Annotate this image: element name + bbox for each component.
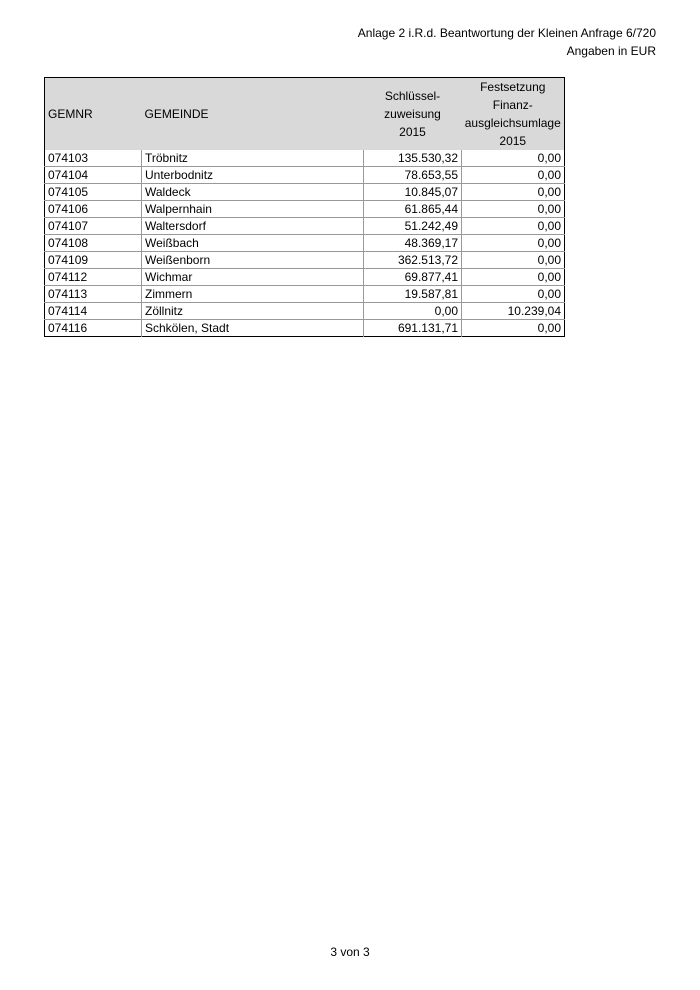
cell-gemeinde: Unterbodnitz [142, 167, 364, 184]
cell-gemeinde: Weißbach [142, 235, 364, 252]
cell-gemnr: 074107 [45, 218, 142, 235]
cell-gemeinde: Tröbnitz [142, 150, 364, 167]
header-line: Finanz- [492, 98, 533, 112]
table-row [45, 201, 565, 218]
table-row [45, 286, 565, 303]
header-line: 2015 [399, 125, 426, 139]
header-line: zuweisung [384, 107, 441, 121]
cell-festsetzung: 0,00 [462, 269, 565, 286]
cell-gemnr: 074116 [45, 320, 142, 337]
table-row [45, 303, 565, 320]
cell-schluessel: 51.242,49 [364, 218, 462, 235]
table-row [45, 252, 565, 269]
cell-gemnr: 074104 [45, 167, 142, 184]
cell-festsetzung: 0,00 [462, 235, 565, 252]
cell-gemnr: 074113 [45, 286, 142, 303]
cell-gemnr: 074105 [45, 184, 142, 201]
cell-schluessel: 19.587,81 [364, 286, 462, 303]
cell-schluessel: 61.865,44 [364, 201, 462, 218]
cell-schluessel: 135.530,32 [364, 150, 462, 167]
cell-gemeinde: Schkölen, Stadt [142, 320, 364, 337]
table-row [45, 218, 565, 235]
cell-schluessel: 0,00 [364, 303, 462, 320]
table-header [45, 78, 565, 151]
header-line: Schlüssel- [384, 89, 441, 103]
header-unit: Angaben in EUR [566, 44, 656, 58]
table-row [45, 167, 565, 184]
cell-gemnr: 074108 [45, 235, 142, 252]
table-row [45, 320, 565, 337]
column-header-gemnr: GEMNR [45, 78, 142, 151]
cell-schluessel: 10.845,07 [364, 184, 462, 201]
cell-gemnr: 074106 [45, 201, 142, 218]
cell-gemnr: 074103 [45, 150, 142, 167]
cell-gemeinde: Weißenborn [142, 252, 364, 269]
table-body [45, 150, 565, 337]
cell-gemeinde: Waldeck [142, 184, 364, 201]
column-header-schluesselzuweisung [364, 78, 462, 151]
cell-schluessel: 362.513,72 [364, 252, 462, 269]
cell-festsetzung: 0,00 [462, 252, 565, 269]
header-line: Festsetzung [480, 80, 546, 94]
cell-gemeinde: Zöllnitz [142, 303, 364, 320]
cell-schluessel: 691.131,71 [364, 320, 462, 337]
page-number: 3 von 3 [330, 945, 370, 959]
cell-festsetzung: 10.239,04 [462, 303, 565, 320]
table-row [45, 184, 565, 201]
header-row [45, 78, 565, 151]
cell-festsetzung: 0,00 [462, 201, 565, 218]
column-header-gemeinde: GEMEINDE [142, 78, 364, 151]
cell-festsetzung: 0,00 [462, 167, 565, 184]
table-row [45, 269, 565, 286]
header-line: 2015 [499, 134, 527, 148]
cell-gemnr: 074112 [45, 269, 142, 286]
cell-gemnr: 074109 [45, 252, 142, 269]
cell-festsetzung: 0,00 [462, 286, 565, 303]
cell-schluessel: 48.369,17 [364, 235, 462, 252]
cell-gemeinde: Waltersdorf [142, 218, 364, 235]
cell-festsetzung: 0,00 [537, 321, 561, 335]
cell-festsetzung: 0,00 [462, 218, 565, 235]
cell-schluessel: 69.877,41 [364, 269, 462, 286]
header-title: Anlage 2 i.R.d. Beantwortung der Kleinen Anfrage 6/720 [357, 26, 656, 40]
gemeinde-table [44, 77, 565, 337]
cell-festsetzung: 0,00 [462, 184, 565, 201]
page-header [358, 24, 656, 60]
cell-schluessel: 78.653,55 [364, 167, 462, 184]
header-line: ausgleichsumlage [464, 116, 561, 130]
cell-gemnr: 074114 [45, 303, 142, 320]
cell-gemeinde: Wichmar [142, 269, 364, 286]
table-row [45, 235, 565, 252]
cell-gemeinde: Walpernhain [142, 201, 364, 218]
table-row [45, 150, 565, 167]
cell-gemeinde: Zimmern [142, 286, 364, 303]
column-header-festsetzung [462, 78, 565, 151]
cell-festsetzung: 0,00 [462, 150, 565, 167]
